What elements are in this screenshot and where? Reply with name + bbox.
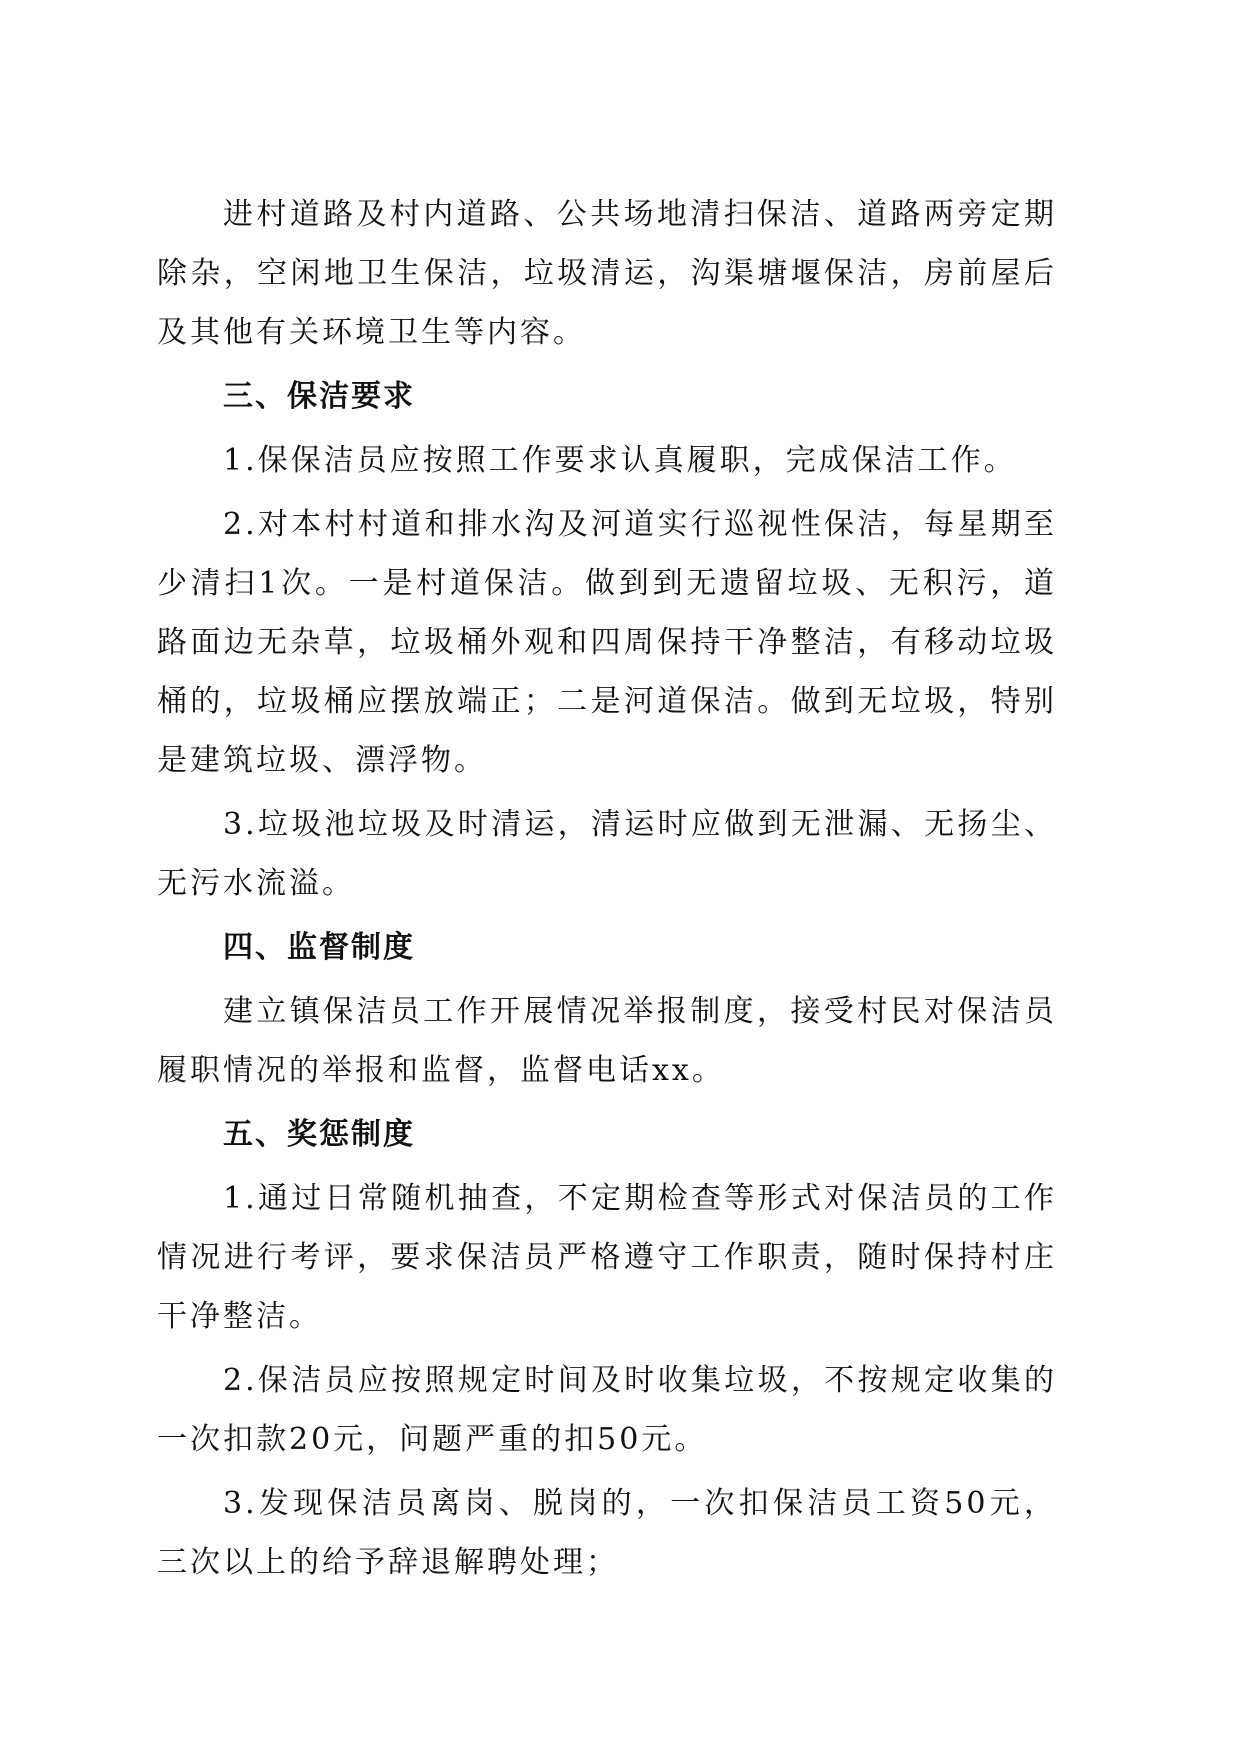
paragraph-requirement-1: 1.保保洁员应按照工作要求认真履职，完成保洁工作。 <box>223 443 1017 478</box>
paragraph-requirement-3: 3.垃圾池垃圾及时清运，清运时应做到无泄漏、无扬尘、无污水流溢。 <box>157 807 1057 901</box>
paragraph-reward-3: 3.发现保洁员离岗、脱岗的，一次扣保洁员工资50元，三次以上的给予辞退解聘处理； <box>157 1486 1057 1580</box>
paragraph-scope: 进村道路及村内道路、公共场地清扫保洁、道路两旁定期除杂，空闲地卫生保洁，垃圾清运，沟渠塘堰保洁，房前屋后及其他有关环境卫生等内容。 <box>157 197 1057 350</box>
paragraph-supervision: 建立镇保洁员工作开展情况举报制度，接受村民对保洁员履职情况的举报和监督，监督电话xx。 <box>157 994 1057 1088</box>
paragraph-reward-1: 1.通过日常随机抽查，不定期检查等形式对保洁员的工作情况进行考评，要求保洁员严格遵守工作职责，随时保持村庄干净整洁。 <box>157 1181 1057 1334</box>
section-heading-cleaning-requirements: 三、保洁要求 <box>223 379 415 414</box>
paragraph-requirement-2: 2.对本村村道和排水沟及河道实行巡视性保洁，每星期至少清扫1次。一是村道保洁。做到到无遗留垃圾、无积污，道路面边无杂草，垃圾桶外观和四周保持干净整洁，有移动垃圾桶的，垃圾桶应摆放端正；二是河道保洁。做到无垃圾，特别是建筑垃圾、漂浮物。 <box>157 507 1057 778</box>
paragraph-reward-2: 2.保洁员应按照规定时间及时收集垃圾，不按规定收集的一次扣款20元，问题严重的扣50元。 <box>157 1363 1057 1457</box>
document-body <box>157 185 1057 1597</box>
section-heading-rewards-penalties: 五、奖惩制度 <box>223 1117 415 1152</box>
section-heading-supervision: 四、监督制度 <box>223 930 415 965</box>
